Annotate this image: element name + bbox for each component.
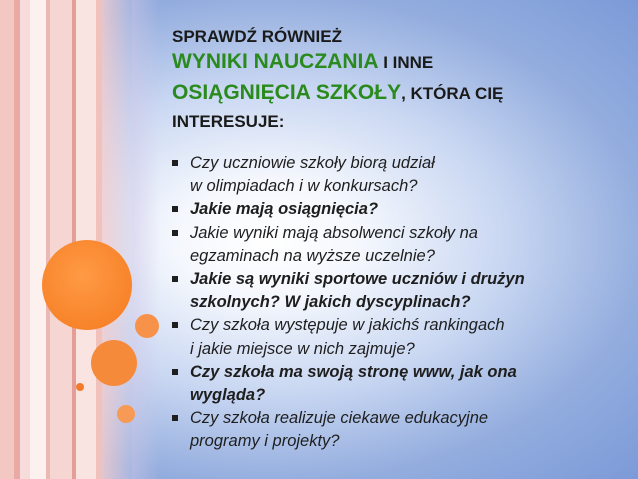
list-item-line: Jakie wyniki mają absolwenci szkoły na	[190, 223, 478, 242]
list-item	[172, 268, 622, 314]
list-item	[172, 198, 622, 221]
list-item-line: w olimpiadach i w konkursach?	[190, 177, 418, 196]
orange-circle-medium	[91, 340, 137, 386]
list-item-line: wygląda?	[190, 386, 266, 405]
square-bullet-icon	[172, 415, 178, 421]
heading-line-3	[172, 78, 612, 110]
stripe	[30, 0, 46, 479]
orange-circle-small	[117, 405, 135, 423]
list-item-line: Czy szkoła realizuje ciekawe edukacyjne	[190, 409, 489, 428]
list-item	[172, 314, 622, 360]
list-item-line: szkolnych? W jakich dyscyplinach?	[190, 293, 471, 312]
slide-heading	[172, 26, 612, 134]
heading-line-2	[172, 48, 612, 78]
heading-line-4: INTERESUJE:	[172, 112, 285, 131]
heading-highlight: OSIĄGNIĘCIA SZKOŁY	[172, 81, 402, 104]
heading-text: , KTÓRA CIĘ	[401, 84, 504, 103]
square-bullet-icon	[172, 230, 178, 236]
list-item-line: Jakie są wyniki sportowe uczniów i drużyn	[190, 270, 525, 289]
stripe	[50, 0, 72, 479]
list-item	[172, 222, 622, 268]
list-item	[172, 407, 622, 453]
list-item-line: Czy szkoła ma swoją stronę www, jak ona	[190, 362, 517, 381]
list-item-line: Jakie mają osiągnięcia?	[190, 200, 379, 219]
stripe	[132, 0, 160, 479]
list-item-line: egzaminach na wyższe uczelnie?	[190, 246, 435, 265]
question-list	[172, 152, 622, 454]
list-item	[172, 361, 622, 407]
square-bullet-icon	[172, 369, 178, 375]
orange-circle-large	[42, 240, 132, 330]
stripe	[20, 0, 30, 479]
heading-line-1: SPRAWDŹ RÓWNIEŻ	[172, 27, 342, 46]
orange-circle-tiny	[76, 383, 84, 391]
heading-text: I INNE	[378, 53, 434, 72]
list-item-line: i jakie miejsce w nich zajmuje?	[190, 339, 415, 358]
list-item-line: Czy szkoła występuje w jakichś rankingach	[190, 316, 505, 335]
square-bullet-icon	[172, 322, 178, 328]
list-item-line: programy i projekty?	[190, 432, 340, 451]
square-bullet-icon	[172, 206, 178, 212]
square-bullet-icon	[172, 160, 178, 166]
list-item-line: Czy uczniowie szkoły biorą udział	[190, 154, 435, 172]
heading-highlight: WYNIKI NAUCZANIA	[172, 50, 379, 73]
orange-circle-small	[135, 314, 159, 338]
stripe	[0, 0, 14, 479]
square-bullet-icon	[172, 276, 178, 282]
list-item	[172, 152, 622, 198]
